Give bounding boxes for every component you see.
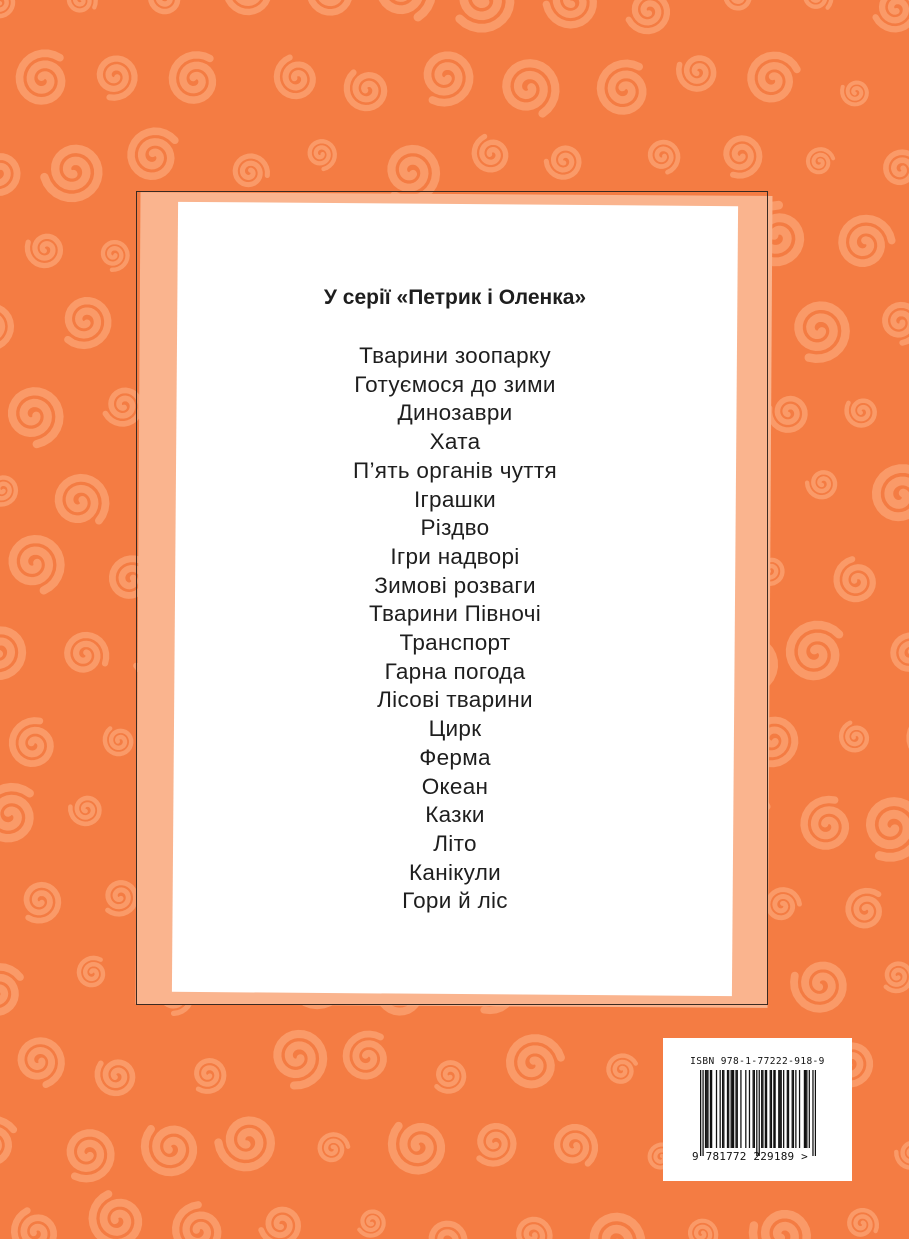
swirl-shape <box>546 0 593 25</box>
barcode-bar <box>745 1070 746 1148</box>
swirl-shape <box>837 559 873 599</box>
barcode-bar <box>815 1070 816 1156</box>
swirl-shape <box>0 630 22 676</box>
swirl-shape <box>44 149 98 198</box>
series-title-item: Іграшки <box>413 486 497 512</box>
swirl-shape <box>870 802 909 858</box>
swirl-shape <box>650 142 678 172</box>
swirl-shape <box>346 1034 383 1076</box>
series-title-item: Ігри надворі <box>390 543 520 569</box>
barcode-bar <box>761 1070 762 1148</box>
barcode-bar <box>753 1070 754 1148</box>
barcode-bar <box>799 1070 800 1148</box>
swirl-shape <box>886 964 909 991</box>
swirl-shape <box>876 469 909 517</box>
barcode-bar <box>806 1070 807 1148</box>
swirl-shape <box>0 1120 14 1163</box>
swirl-shape <box>21 1041 61 1085</box>
swirl-shape <box>14 1211 53 1239</box>
swirl-shape <box>20 53 62 101</box>
series-title-item: Океан <box>421 773 489 799</box>
barcode-bar <box>778 1070 779 1148</box>
swirl-shape <box>479 1126 513 1164</box>
swirl-shape <box>27 885 59 921</box>
isbn-label: ISBN 978-1-77222-918-9 <box>690 1056 825 1067</box>
series-title-item: Канікули <box>409 859 501 885</box>
barcode-bar <box>809 1070 810 1148</box>
swirl-shape <box>100 59 135 98</box>
barcode-bar <box>766 1070 767 1148</box>
series-title-item: Різдво <box>420 515 490 541</box>
barcode-bar <box>756 1070 757 1156</box>
swirl-shape <box>594 1217 641 1239</box>
swirl-shape <box>557 1127 595 1163</box>
swirl-shape <box>0 307 11 346</box>
swirl-shape <box>0 151 17 193</box>
series-title-item: Цирк <box>428 716 482 742</box>
barcode-bar <box>716 1070 717 1148</box>
series-title-item: Зимові розваги <box>374 572 536 598</box>
barcode-bar <box>771 1070 772 1148</box>
series-title-item: П’ять органів чуття <box>353 457 557 483</box>
swirl-shape <box>847 401 875 426</box>
series-title-item: Лісові тварини <box>377 687 533 713</box>
swirl-shape <box>601 63 643 111</box>
barcode-bar <box>728 1070 729 1148</box>
swirl-shape <box>359 1212 383 1236</box>
swirl-shape <box>68 301 108 346</box>
barcode-bar <box>787 1070 788 1148</box>
swirl-shape <box>807 472 835 497</box>
swirl-shape <box>105 728 131 754</box>
swirl-shape <box>176 1205 218 1239</box>
swirl-shape <box>841 723 867 751</box>
swirl-shape <box>27 236 60 265</box>
swirl-shape <box>59 478 106 521</box>
barcode-bar <box>792 1070 793 1148</box>
series-title-item: Гарна погода <box>384 658 526 684</box>
barcode-bars <box>700 1070 816 1156</box>
barcode-bar <box>733 1070 734 1148</box>
barcode-bar <box>749 1070 750 1148</box>
swirl-shape <box>893 635 909 669</box>
barcode-bar <box>805 1070 806 1148</box>
swirl-shape <box>799 306 846 359</box>
swirl-shape <box>108 883 136 914</box>
swirl-shape <box>751 55 797 99</box>
swirl-shape <box>629 0 667 31</box>
swirl-shape <box>228 0 268 12</box>
swirl-shape <box>896 1143 909 1168</box>
swirl-shape <box>474 137 506 170</box>
swirl-shape <box>235 156 267 185</box>
barcode-bar <box>795 1070 796 1148</box>
barcode-bar <box>774 1070 775 1148</box>
swirl-shape <box>805 0 831 8</box>
swirl-shape <box>380 0 432 17</box>
barcode-bar <box>723 1070 724 1148</box>
series-title-item: Готуємося до зими <box>354 371 556 397</box>
barcode-bar <box>770 1070 771 1148</box>
swirl-shape <box>12 721 50 764</box>
barcode-bar <box>711 1070 712 1148</box>
swirl-shape <box>768 890 800 918</box>
swirl-shape <box>145 1129 193 1172</box>
swirl-shape <box>808 149 833 172</box>
barcode-bar <box>781 1070 782 1148</box>
swirl-shape <box>753 1214 807 1239</box>
swirl-shape <box>510 1038 561 1084</box>
series-heading: У серії «Петрик і Оленка» <box>323 286 587 309</box>
barcode-bar <box>720 1070 721 1148</box>
swirl-shape <box>0 0 13 16</box>
ean-digits: 9 781772 229189 > <box>692 1150 808 1163</box>
barcode-bar <box>700 1070 701 1156</box>
swirl-shape <box>92 1194 138 1239</box>
swirl-shape <box>277 58 313 97</box>
swirl-shape <box>70 798 99 824</box>
swirl-shape <box>261 1210 298 1239</box>
swirl-shape <box>12 391 59 444</box>
swirl-shape <box>769 399 805 431</box>
barcode-bar <box>722 1070 723 1148</box>
series-title-item: Тварини Півночі <box>368 601 542 627</box>
swirl-shape <box>690 1221 716 1239</box>
swirl-shape <box>0 787 30 838</box>
swirl-shape <box>70 1133 111 1179</box>
swirl-shape <box>67 635 106 670</box>
series-title-item: Транспорт <box>399 630 511 656</box>
swirl-shape <box>79 958 103 985</box>
barcode-bar <box>773 1070 774 1148</box>
swirl-shape <box>876 0 909 29</box>
swirl-shape <box>849 1210 877 1234</box>
swirl-shape <box>0 967 20 1012</box>
barcode-bar <box>731 1070 732 1148</box>
swirl-shape <box>546 148 579 177</box>
series-title-item: Ферма <box>419 744 491 770</box>
barcode-bar <box>740 1070 741 1148</box>
series-title-item: Тварини зоопарку <box>359 343 551 368</box>
swirl-shape <box>347 73 384 109</box>
swirl-shape <box>310 141 335 169</box>
swirl-shape <box>13 539 61 590</box>
swirl-shape <box>310 0 350 12</box>
swirl-shape <box>131 131 175 176</box>
barcode-bar <box>754 1070 755 1148</box>
barcode-bar <box>732 1070 733 1148</box>
isbn-barcode <box>663 1038 852 1181</box>
swirl-shape <box>197 1061 224 1092</box>
barcode-bar <box>710 1070 711 1148</box>
swirl-shape <box>460 0 510 28</box>
swirl-shape <box>0 478 16 505</box>
barcode-bar <box>707 1070 708 1148</box>
swirl-shape <box>885 305 909 343</box>
swirl-shape <box>428 55 470 102</box>
swirl-shape <box>506 63 555 113</box>
swirl-shape <box>103 242 128 270</box>
barcode-bar <box>759 1070 760 1156</box>
swirl-shape <box>609 1056 636 1082</box>
swirl-shape <box>320 1134 348 1160</box>
barcode-bar <box>804 1070 805 1148</box>
series-title-item: Казки <box>425 802 485 828</box>
barcode-bar <box>788 1070 789 1148</box>
swirl-shape <box>392 1126 441 1171</box>
barcode-bar <box>765 1070 766 1148</box>
swirl-shape <box>842 83 867 105</box>
barcode-bar <box>783 1070 784 1148</box>
swirl-shape <box>172 55 212 100</box>
series-title-list <box>175 342 735 916</box>
swirl-shape <box>430 1224 464 1239</box>
swirl-shape <box>726 138 759 175</box>
swirl-shape <box>679 58 714 89</box>
swirl-shape <box>218 1121 271 1168</box>
barcode-bar <box>812 1070 813 1156</box>
barcode-bar <box>702 1070 703 1156</box>
swirl-shape <box>842 219 892 264</box>
swirl-shape <box>437 1063 464 1092</box>
swirl-shape <box>98 1062 133 1093</box>
barcode-bar <box>706 1070 707 1148</box>
barcode-bar <box>737 1070 738 1148</box>
swirl-shape <box>886 152 909 184</box>
swirl-shape <box>794 966 843 1009</box>
series-title-item: Динозаври <box>397 400 513 426</box>
swirl-shape <box>848 891 879 926</box>
barcode-bar <box>779 1070 780 1148</box>
swirl-shape <box>726 0 756 8</box>
swirl-shape <box>519 1219 550 1239</box>
barcode-bar <box>705 1070 706 1148</box>
series-title-item: Гори й ліс <box>402 888 508 914</box>
barcode-bar <box>727 1070 728 1148</box>
swirl-shape <box>804 800 845 847</box>
barcode-bar <box>762 1070 763 1148</box>
series-title-item: Хата <box>429 429 481 455</box>
barcode-bar <box>735 1070 736 1148</box>
barcode-bar <box>793 1070 794 1148</box>
swirl-shape <box>69 0 96 11</box>
series-title-item: Літо <box>433 830 477 856</box>
swirl-shape <box>151 0 185 12</box>
swirl-shape <box>790 625 839 676</box>
swirl-shape <box>277 1034 323 1086</box>
